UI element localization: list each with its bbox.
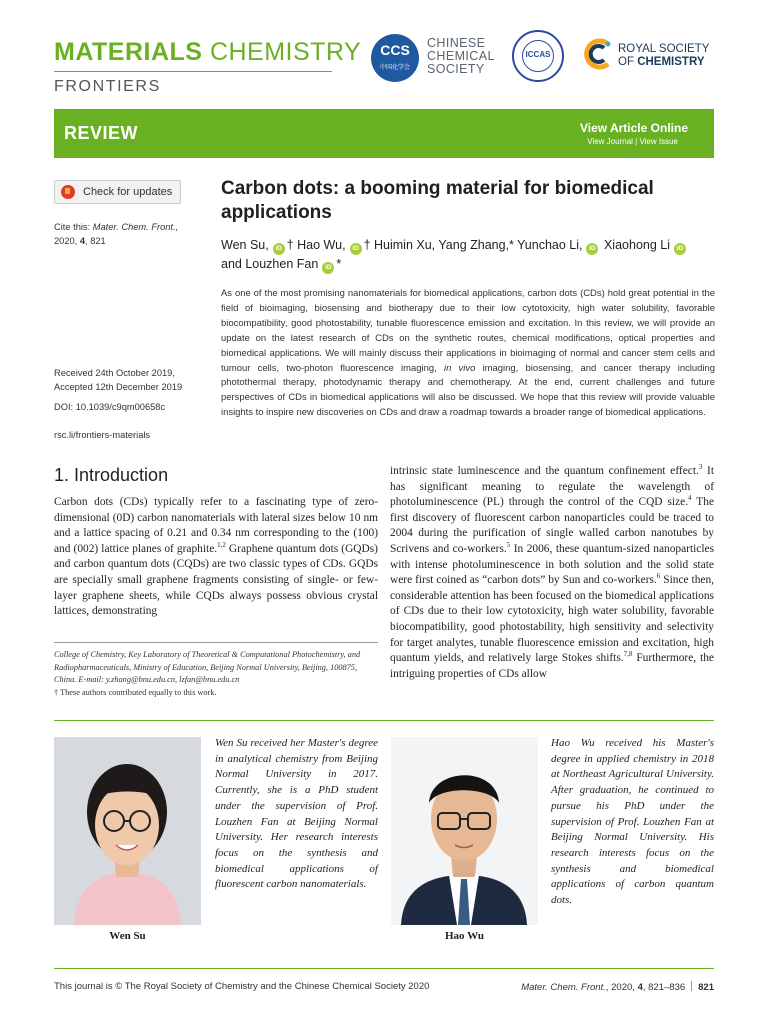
journal-site-link[interactable]: rsc.li/frontiers-materials [54,430,151,440]
cite-label: Cite this: [54,222,91,232]
orcid-icon[interactable]: iD [350,243,362,255]
iccas-logo-icon [512,30,564,82]
citation-ref[interactable]: 1,2 [217,540,226,549]
author-name[interactable]: Wen Su, [221,238,269,252]
abstract-text-2: imaging, biosensing, and cancer therapy including photothermal therapy, photodynamic therapy and chemotherapy. At the end, current challenges and future perspectives of CDs in biomedical applications will also be discussed. We hope that this review will provide valuable insights to inspire new discoveries on CDs and draw a roadmap towards a broader range of biomedical applications. [221,362,715,419]
check-for-updates-label: Check for updates [83,186,173,198]
bio-hao-wu: Hao Wu received his Master's degree in applied chemistry in 2018 at Northeast Agricultural University. After graduation, he continued to pursue his PhD under the supervision of Prof. Louzhen Fan at Beijing Normal University. His research interests focus on the synthesis and biomedical applications of carbon quantum dots. [551,737,714,907]
ccs-badge-text: CCS [380,42,410,58]
orcid-icon[interactable]: iD [273,243,285,255]
author-name[interactable]: Huimin Xu, Yang Zhang,* Yunchao Li, [374,238,583,252]
citation-ref[interactable]: 6 [656,572,661,581]
author-name[interactable]: Xiaohong Li [603,238,670,252]
journal-title-light: CHEMISTRY [209,38,362,66]
body-text: Since then, considerable attention has been focused on the biomedical applications of CDs due to their low cytotoxicity, high water solubility, favorable biocompatibility, good photostability, high sensitivity and selectivity for target analytes, tunable fluorescence emission and excitation, high quantum yields, and relatively large Stokes shifts. [390,574,714,665]
portrait-image [54,737,201,925]
footer-volume: 4 [637,982,643,993]
abstract-italic: in vivo [443,362,476,374]
accepted-date: Accepted 12th December 2019 [54,382,183,392]
rsc-logo [582,36,722,76]
ccs-name-line2: CHEMICAL [427,49,495,63]
footer-journal: Mater. Chem. Front. [521,982,606,993]
article-title: Carbon dots: a booming material for biomedical applications [221,178,654,223]
ccs-name [427,37,495,76]
footer-pages: , 821–836 [642,982,686,993]
ccs-badge-icon [371,34,419,82]
author-name[interactable]: and Louzhen Fan [221,257,319,271]
citation-ref[interactable]: 7,8 [623,650,633,659]
citation [54,220,214,248]
body-text: The first discovery of fluorescent carbon nanoparticles could be traced to 2004 during the purification of single walled carbon nanotubes by Scrivens and co-workers. [390,496,714,555]
rsc-c-icon [582,36,614,72]
author-mark: * [336,257,342,271]
affiliation-text: College of Chemistry, Key Laboratory of Theoretical & Computational Photochemistry, and Radiopharmaceuticals, Ministry of Education, Beijing Normal University, Beijing, 100875, China. E-mail: y.zhang@bnu.edu.cn, lzfan@bnu.edu.cn [54,650,361,685]
crossmark-icon [61,185,75,199]
cite-journal: Mater. Chem. Front., [92,222,179,232]
banner-links: View Journal | View Issue [587,137,678,146]
body-text: intrinsic state luminescence and the quantum confinement effect. [390,465,699,477]
cite-volume: 4 [79,236,86,246]
bio-divider [54,720,714,721]
dates [54,366,214,394]
portrait-image [391,737,538,925]
ccs-logo [371,34,495,82]
iccas-logo-text: ICCAS [525,50,551,59]
orcid-icon[interactable]: iD [586,243,598,255]
orcid-icon[interactable]: iD [674,243,686,255]
view-issue-link[interactable]: View Issue [639,137,678,146]
review-banner [54,109,714,158]
abstract [221,287,715,421]
intro-left-column [54,495,378,620]
view-article-online-link[interactable]: View Article Online [579,121,688,135]
rsc-name [618,43,709,68]
body-text: In 2006, these quantum-sized nanoparticles with intense photoluminescence in both solution and the solid state were first coined as “carbon dots” by Sun and co-workers. [390,542,715,587]
body-text: Furthermore, the intriguing properties of CDs allow [390,652,714,680]
bio-wen-su: Wen Su received her Master's degree in analytical chemistry from Beijing Normal University in 2017. Currently, she is a PhD student under the supervision of Prof. Louzhen Fan at Beijing Normal University. Her research interests focus on the synthesis and biomedical applications of fluorescent carbon nanomaterials. [215,737,378,891]
ccs-badge-subtext: 中国化学会 [379,65,410,71]
rsc-name-line2: CHEMISTRY [637,55,705,68]
received-date: Received 24th October 2019, [54,368,175,378]
copyright: This journal is © The Royal Society of Chemistry and the Chinese Chemical Society 2020 [54,981,430,992]
journal-title-rule [54,71,332,72]
body-text: It has significant meaning to regulate the wavelength of photoluminescence (PL) through the control of the CQD size. [390,465,714,509]
affiliation [54,649,378,699]
citation-ref[interactable]: 5 [506,541,511,550]
page-citation [521,981,714,993]
photo-caption-hao-wu: Hao Wu [444,930,485,942]
view-journal-link[interactable]: View Journal [587,137,633,146]
cite-year: 2020, [54,236,78,246]
footnote-divider [54,642,378,643]
doi-link[interactable]: DOI: 10.1039/c9qm00658c [54,402,166,412]
rsc-name-line1: ROYAL SOCIETY [618,43,710,55]
ccs-name-line1: CHINESE [427,36,486,50]
rsc-name-of: OF [618,55,634,68]
citation-ref[interactable]: 3 [698,463,703,472]
author-name[interactable]: Hao Wu, [297,238,346,252]
photo-caption-wen-su: Wen Su [109,930,146,942]
body-text: Carbon dots (CDs) typically refer to a fascinating type of zero-dimensional (0D) carbon nanomaterials with lateral sizes below 10 nm and a lattice spacing of 0.21 and 0.34 nm corresponding to the (100) and (002) lattice planes of graphite. [54,496,378,555]
author-mark: † [286,238,294,252]
journal-subtitle: FRONTIERS [54,78,161,95]
abstract-text-1: As one of the most promising nanomaterials for biomedical applications, carbon dots (CDs) hold great potential in the field of bioimaging, biosensing and biotherapy due to their low cytotoxicity, high water solubility, favorable biocompatibility, good photostability, tunable fluorescence emission and excitation. In this review, we will provide an update on the latest research of CDs on the synthetic routes, chemical modifications, optical properties and biomedical applications. We will mainly discuss their applications in bioimaging of normal and cancer stem cells and tumour cells, two-photon fluorescence imaging, [221,288,715,374]
journal-title [54,38,362,96]
citation-ref[interactable]: 4 [688,494,692,503]
cite-page: , 821 [85,236,106,246]
intro-right-column [390,464,714,682]
check-for-updates-button[interactable] [54,180,181,204]
ccs-name-line3: SOCIETY [427,62,485,76]
footer-divider [54,968,714,969]
equal-contribution-note: † These authors contributed equally to this work. [54,687,217,697]
author-photo-wen-su [54,737,201,925]
orcid-icon[interactable]: iD [322,262,334,274]
author-photo-hao-wu [391,737,538,925]
journal-title-bold: MATERIALS [54,38,203,66]
author-list [221,236,721,274]
body-text: Graphene quantum dots (GQDs) and carbon quantum dots (CQDs) are two classic types of CDs. GQDs are specially small graphene fragments consisting of single- or few-layer graphene sheets, while CQDs always possess obvious crystal lattices, demonstrating [54,542,378,618]
section-label: REVIEW [64,123,139,143]
footer-year: , 2020, [605,982,638,993]
section-heading: 1. Introduction [54,465,169,485]
footer-separator [691,981,692,991]
page-number: 821 [698,982,714,993]
author-mark: † [363,238,371,252]
